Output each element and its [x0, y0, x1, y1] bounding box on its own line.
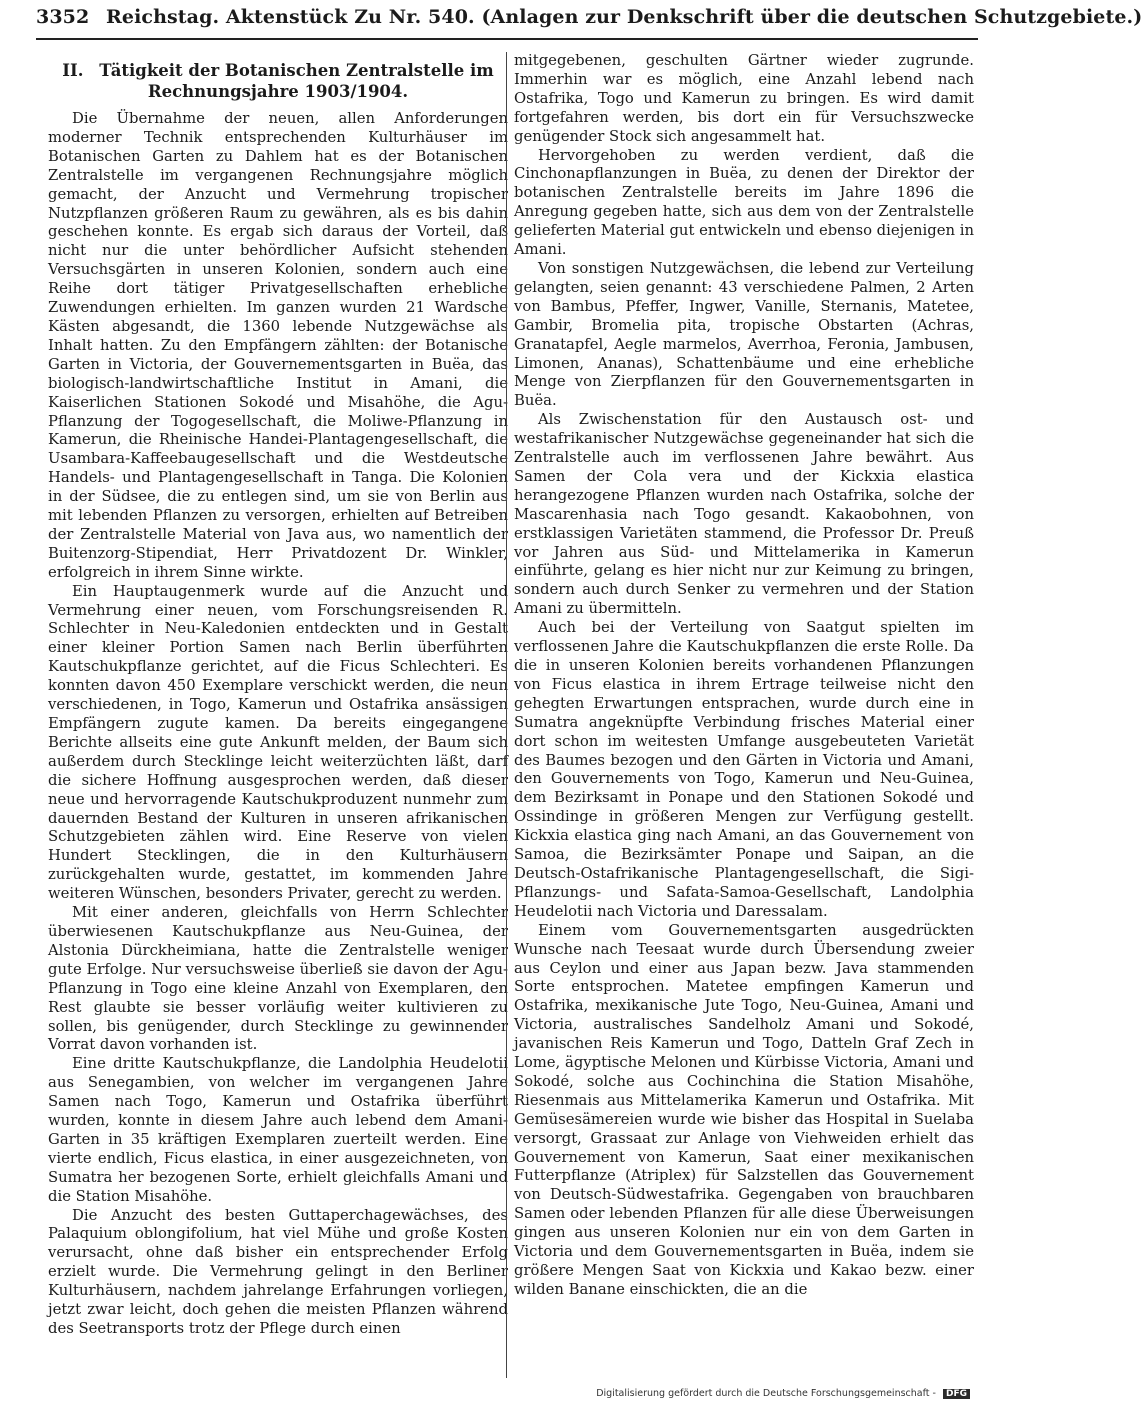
paragraph: Als Zwischenstation für den Austausch ost- und westafrikanischer Nutzgewächse gegeneinander hat sich die Zentralstelle auch im verflossenen Jahre bewährt. Aus Samen der Cola vera und der Kickxia elastica herangezogene Pflanzen wurden nach Ostafrika, solche der Mascarenhasia nach Togo gesandt. Kakaobohnen, von erstklassigen Varietäten stammend, die Professor Dr. Preuß vor Jahren aus Süd- und Mittelamerika in Kamerun einführte, gelang es hier nicht nur zur Keimung zu bringen, sondern auch durch Senker zu vermehren und der Station Amani zu übermitteln. — [514, 411, 974, 618]
left-column — [48, 52, 508, 1378]
paragraph: Die Übernahme der neuen, allen Anforderungen moderner Technik entsprechenden Kulturhäuser im Botanischen Garten zu Dahlem hat es der Botanischen Zentralstelle im vergangenen Rechnungsjahre möglich gemacht, der Anzucht und Vermehrung tropischer Nutzpflanzen größeren Raum zu gewähren, als es bis dahin geschehen konnte. Es ergab sich daraus der Vorteil, daß nicht nur die unter behördlicher Aufsicht stehenden Versuchsgärten in unseren Kolonien, sondern auch eine Reihe dort tätiger Privatgesellschaften erhebliche Zuwendungen erhielten. Im ganzen wurden 21 Wardsche Kästen abgesandt, die 1360 lebende Nutzgewächse als Inhalt hatten. Zu den Empfängern zählten: der Botanische Garten in Victoria, der Gouvernementsgarten in Buëa, das biologisch-landwirtschaftliche Institut in Amani, die Kaiserlichen Stationen Sokodé und Misahöhe, die Agu-Pflanzung der Togogesellschaft, die Moliwe-Pflanzung in Kamerun, die Rheinische Handei-Plantagengesellschaft, die Usambara-Kaffeebaugesellschaft und die Westdeutsche Handels- und Plantagengesellschaft in Tanga. Die Kolonien in der Südsee, die zu entlegen sind, um sie von Berlin aus mit lebenden Pflanzen zu versorgen, erhielten auf Betreiben der Zentralstelle Material von Java aus, wo namentlich der Buitenzorg-Stipendiat, Herr Privatdozent Dr. Winkler, erfolgreich in ihrem Sinne wirkte. — [48, 110, 508, 581]
header-rule — [36, 38, 978, 40]
section-title — [48, 60, 508, 102]
paragraph: Hervorgehoben zu werden verdient, daß die Cinchonapflanzungen in Buëa, zu denen der Direktor der botanischen Zentralstelle bereits im Jahre 1896 die Anregung gegeben hatte, sich aus dem von der Zentralstelle gelieferten Material gut entwickeln und ebenso diejenigen in Amani. — [514, 146, 974, 259]
paragraph: Ein Hauptaugenmerk wurde auf die Anzucht und Vermehrung einer neuen, vom Forschungsreisenden R. Schlechter in Neu-Kaledonien entdeckten und in Gestalt einer kleiner Portion Samen nach Berlin überführten Kautschukpflanze gerichtet, auf die Ficus Schlechteri. Es konnten davon 450 Exemplare verschickt werden, die neun verschiedenen, in Togo, Kamerun und Ostafrika ansässigen Empfängern zugute kamen. Da bereits eingegangene Berichte allseits eine gute Ankunft melden, der Baum sich außerdem durch Stecklinge leicht weiterzüchten läßt, darf die sichere Hoffnung ausgesprochen werden, daß dieser neue und hervorragende Kautschukproduzent nunmehr zum dauernden Bestand der Kulturen in unseren afrikanischen Schutzgebieten zählen wird. Eine Reserve von vielen Hundert Stecklingen, die in den Kulturhäusern zurückgehalten wurde, gestattet, im kommenden Jahre weiteren Wünschen, besonders Privater, gerecht zu werden. — [48, 582, 508, 903]
paragraph: Auch bei der Verteilung von Saatgut spielten im verflossenen Jahre die Kautschukpflanzen die erste Rolle. Da die in unseren Kolonien bereits vorhandenen Pflanzungen von Ficus elastica in ihrem Ertrage teilweise nicht den gehegten Erwartungen entsprachen, wurde durch eine in Sumatra angeknüpfte Verbindung frisches Material einer dort schon im weitesten Umfange ausgebeuteten Varietät des Baumes bezogen und den Gärten in Victoria und Amani, den Gouvernements von Togo, Kamerun und Neu-Guinea, dem Bezirksamt in Ponape und den Stationen Sokodé und Ossindinge in größeren Mengen zur Verfügung gestellt. Kickxia elastica ging nach Amani, an das Gouvernement von Samoa, die Bezirksämter Ponape und Saipan, an die Deutsch-Ostafrikanische Plantagengesellschaft, die Sigi-Pflanzungs- und Safata-Samoa-Gesellschaft, Landolphia Heudelotii nach Victoria und Daressalam. — [514, 619, 974, 920]
header-title: Reichstag. Aktenstück Zu Nr. 540. (Anlagen zur Denkschrift über die deutschen Schutzgebiete.) — [106, 6, 1142, 28]
paragraph: mitgegebenen, geschulten Gärtner wieder zugrunde. Immerhin war es möglich, eine Anzahl lebend nach Ostafrika, Togo und Kamerun zu bringen. Es wird damit fortgefahren werden, bis dort ein für Versuchszwecke genügender Stock sich angesammelt hat. — [514, 52, 974, 145]
column-divider — [506, 52, 507, 1378]
paragraph: Eine dritte Kautschukpflanze, die Landolphia Heudelotii aus Senegambien, von welcher im vergangenen Jahre Samen nach Togo, Kamerun und Ostafrika überführt wurden, konnte in diesem Jahre auch lebend dem Amani-Garten in 35 kräftigen Exemplaren zuerteilt werden. Eine vierte endlich, Ficus elastica, in einer ausgezeichneten, von Sumatra her bezogenen Sorte, erhielt gleichfalls Amani und die Station Misahöhe. — [48, 1055, 508, 1205]
footer-text: Digitalisierung gefördert durch die Deutsche Forschungsgemeinschaft - — [596, 1388, 936, 1399]
right-column — [514, 52, 974, 1378]
paragraph: Mit einer anderen, gleichfalls von Herrn Schlechter überwiesenen Kautschukpflanze aus Neu-Guinea, der Alstonia Dürckheimiana, hatte die Zentralstelle weniger gute Erfolge. Nur versuchsweise überließ sie davon der Agu-Pflanzung in Togo eine kleine Anzahl von Exemplaren, den Rest glaubte sie besser vorläufig weiter kultivieren zu sollen, bis genügender, durch Stecklinge zu gewinnender Vorrat davon vorhanden ist. — [48, 904, 508, 1054]
paragraph: Von sonstigen Nutzgewächsen, die lebend zur Verteilung gelangten, seien genannt: 43 verschiedene Palmen, 2 Arten von Bambus, Pfeffer, Ingwer, Vanille, Sternanis, Matetee, Gambir, Bromelia pita, tropische Obstarten (Achras, Granatapfel, Aegle marmelos, Averrhoa, Feronia, Jambusen, Limonen, Ananas), Schattenbäume und eine erhebliche Menge von Zierpflanzen für den Gouvernementsgarten in Buëa. — [514, 259, 974, 410]
section-number: II. — [62, 61, 84, 80]
digitization-footer — [596, 1388, 970, 1399]
paragraph: Einem vom Gouvernementsgarten ausgedrückten Wunsche nach Teesaat wurde durch Übersendung zweier aus Ceylon und einer aus Japan bezw. Java stammenden Sorte entsprochen. Matetee empfingen Kamerun und Ostafrika, mexikanische Jute Togo, Neu-Guinea, Amani und Victoria, australisches Sandelholz Amani und Sokodé, javanischen Reis Kamerun und Togo, Datteln Graf Zech in Lome, ägyptische Melonen und Kürbisse Victoria, Amani und Sokodé, solche aus Cochinchina die Station Misahöhe, Riesenmais aus Mittelamerika Kamerun und Ostafrika. Mit Gemüsesämereien wurde wie bisher das Hospital in Suelaba versorgt, Grassaat zur Anlage von Viehweiden erhielt das Gouvernement von Kamerun, Saat einer mexikanischen Futterpflanze (Atriplex) für Salzstellen das Gouvernement von Deutsch-Südwestafrika. Gegengaben von brauchbaren Samen oder lebenden Pflanzen für alle diese Überweisungen gingen aus unseren Kolonien nur ein von dem Garten in Victoria und dem Gouvernementsgarten in Buëa, indem sie größere Mengen Saat von Kickxia und Kakao bezw. einer wilden Banane einschickten, die an die — [514, 921, 974, 1298]
running-header — [36, 6, 1142, 34]
dfg-logo: DFG — [943, 1389, 970, 1399]
page-number: 3352 — [36, 6, 90, 28]
section-title-line1: Tätigkeit der Botanischen Zentralstelle im — [99, 61, 494, 80]
section-title-line2: Rechnungsjahre 1903/1904. — [147, 82, 409, 101]
paragraph: Die Anzucht des besten Guttaperchagewächses, des Palaquium oblongifolium, hat viel Mühe und große Kosten verursacht, ohne daß bisher ein entsprechender Erfolg erzielt wurde. Die Vermehrung gelingt in den Berliner Kulturhäusern, nachdem jahrelange Erfahrungen vorliegen, jetzt zwar leicht, doch gehen die meisten Pflanzen während des Seetransports trotz der Pflege durch einen — [48, 1206, 508, 1337]
